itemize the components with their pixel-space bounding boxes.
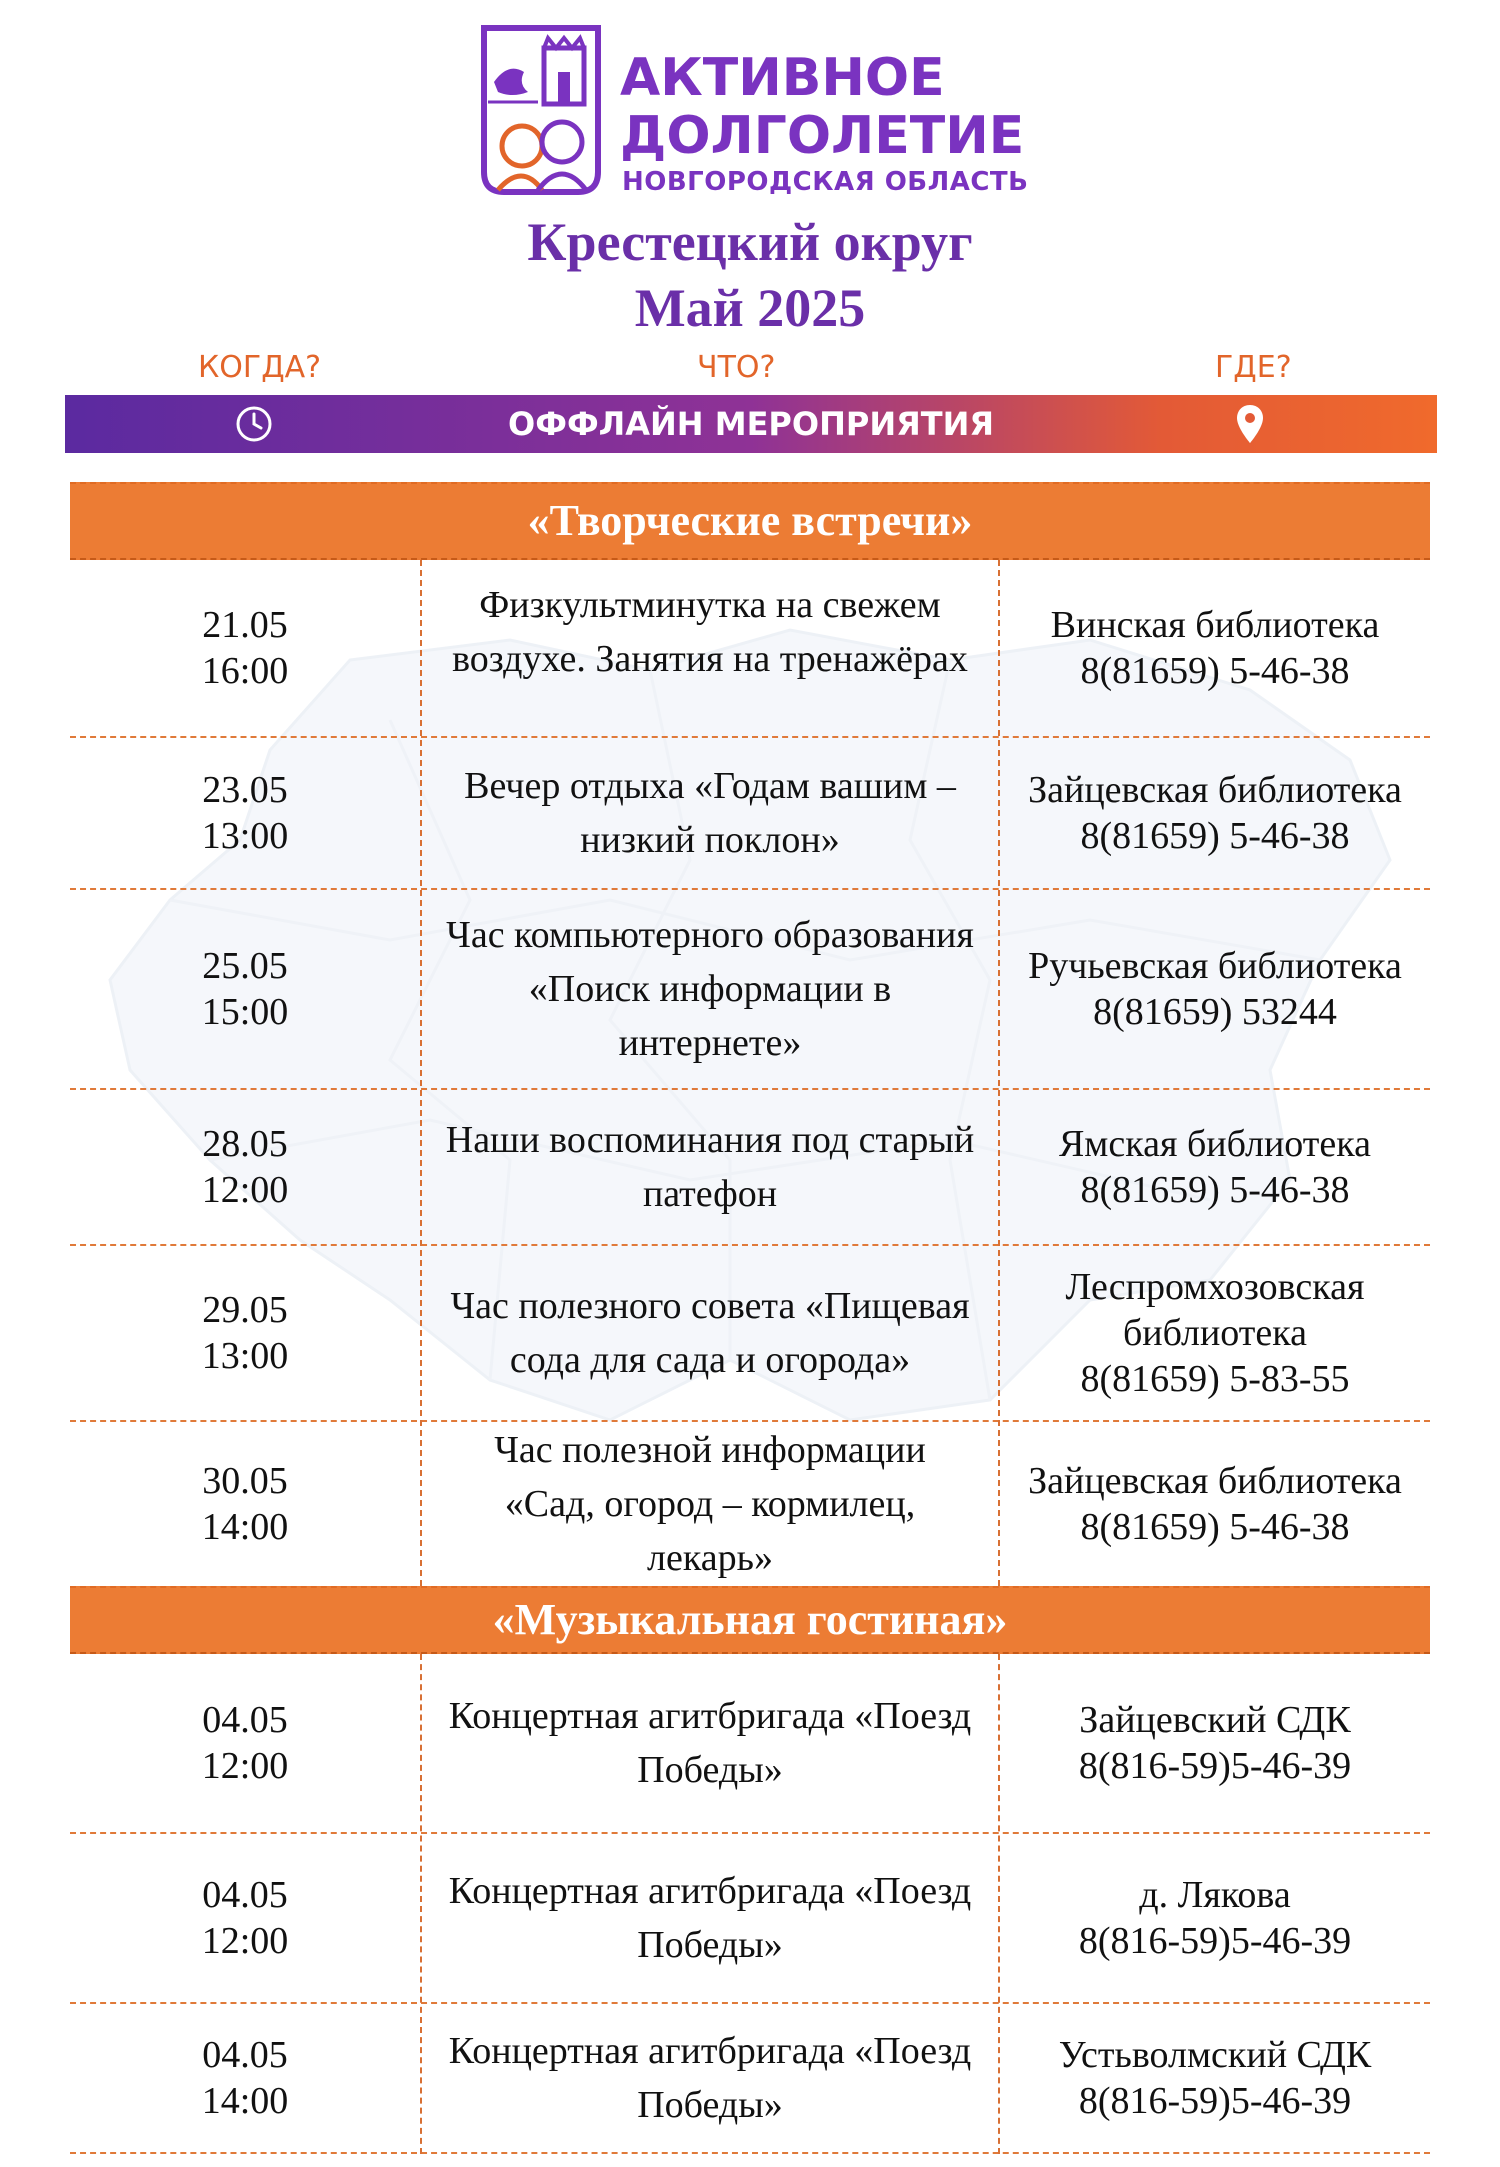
event-date: 04.05: [202, 1699, 288, 1741]
event-time: 12:00: [201, 1169, 289, 1211]
event-phone: 8(81659) 5-83-55: [1080, 1358, 1350, 1400]
event-place: Зайцевская библиотека: [1028, 769, 1402, 811]
event-title: воздухе. Занятия на тренажёрах: [452, 638, 968, 680]
event-title: «Поиск информации в: [528, 968, 892, 1010]
event-title: Концертная агитбригада «Поезд: [448, 1870, 972, 1912]
event-date: 28.05: [202, 1123, 288, 1165]
table-row: [70, 2004, 1430, 2154]
column-divider: [998, 1654, 1000, 2154]
event-place: Ямская библиотека: [1058, 1123, 1372, 1165]
event-date: 30.05: [202, 1460, 288, 1502]
event-title: Час полезной информации: [494, 1429, 926, 1471]
event-title: Концертная агитбригада «Поезд: [448, 2030, 972, 2072]
district-title: Крестецкий округ: [527, 212, 973, 272]
header-what: ЧТО?: [697, 350, 776, 385]
table-row: [70, 560, 1430, 738]
logo: [478, 22, 1038, 197]
table-row: [70, 1090, 1430, 1246]
logo-line-1: АКТИВНОЕ: [620, 48, 945, 108]
event-place: библиотека: [1122, 1312, 1308, 1354]
logo-line-3: НОВГОРОДСКАЯ ОБЛАСТЬ: [622, 167, 1029, 197]
event-time: 12:00: [201, 1745, 289, 1787]
event-title: Час компьютерного образования: [446, 914, 974, 956]
event-date: 04.05: [202, 2034, 288, 2076]
event-place: д. Лякова: [1139, 1874, 1291, 1916]
table-row: [70, 890, 1430, 1090]
event-title: Физкультминутка на свежем: [479, 584, 941, 626]
event-time: 13:00: [201, 1335, 289, 1377]
event-place: Винская библиотека: [1050, 604, 1380, 646]
event-title: Победы»: [637, 2084, 783, 2126]
event-time: 16:00: [201, 650, 289, 692]
event-phone: 8(81659) 5-46-38: [1080, 815, 1350, 857]
banner-title: ОФФЛАЙН МЕРОПРИЯТИЯ: [508, 405, 994, 443]
table-row: [70, 1246, 1430, 1422]
event-title: лекарь»: [647, 1537, 773, 1579]
event-title: «Сад, огород – кормилец,: [504, 1483, 916, 1525]
event-date: 23.05: [202, 769, 288, 811]
logo-line-2: ДОЛГОЛЕТИЕ: [620, 106, 1025, 166]
event-title: патефон: [642, 1173, 778, 1215]
event-place: Ручьевская библиотека: [1028, 945, 1402, 987]
event-time: 12:00: [201, 1920, 289, 1962]
event-date: 21.05: [202, 604, 288, 646]
header-where: ГДЕ?: [1215, 350, 1292, 385]
event-place: Зайцевская библиотека: [1028, 1460, 1402, 1502]
event-title: Час полезного совета «Пищевая: [450, 1285, 970, 1327]
event-phone: 8(81659) 5-46-38: [1080, 1169, 1350, 1211]
table-row: [70, 1654, 1430, 1834]
logo-emblem-icon: [478, 22, 604, 197]
event-title: Вечер отдыха «Годам вашим –: [464, 765, 956, 807]
event-place: Леспромхозовская: [1065, 1266, 1365, 1308]
event-date: 25.05: [202, 945, 288, 987]
section-header: «Музыкальная гостиная»: [70, 1586, 1430, 1654]
column-divider: [420, 560, 422, 1586]
event-title: низкий поклон»: [580, 819, 840, 861]
table-row: [70, 1834, 1430, 2004]
section-header: «Творческие встречи»: [70, 482, 1430, 560]
table-row: [70, 738, 1430, 890]
event-time: 13:00: [201, 815, 289, 857]
event-phone: 8(81659) 5-46-38: [1080, 650, 1350, 692]
event-title: Концертная агитбригада «Поезд: [448, 1695, 972, 1737]
location-pin-icon: [1235, 403, 1265, 445]
column-divider: [420, 1654, 422, 2154]
month-title: Май 2025: [634, 278, 866, 338]
event-title: Победы»: [637, 1924, 783, 1966]
event-phone: 8(816-59)5-46-39: [1078, 1920, 1352, 1962]
event-phone: 8(816-59)5-46-39: [1078, 1745, 1352, 1787]
offline-events-banner: [65, 395, 1437, 453]
event-time: 14:00: [201, 1506, 289, 1548]
event-date: 04.05: [202, 1874, 288, 1916]
event-phone: 8(81659) 53244: [1093, 991, 1337, 1033]
event-place: Зайцевский СДК: [1079, 1699, 1351, 1741]
column-divider: [998, 560, 1000, 1586]
event-phone: 8(816-59)5-46-39: [1078, 2080, 1352, 2122]
event-time: 15:00: [201, 991, 289, 1033]
event-title: сода для сада и огорода»: [509, 1339, 911, 1381]
event-title: Наши воспоминания под старый: [445, 1119, 975, 1161]
event-phone: 8(81659) 5-46-38: [1080, 1506, 1350, 1548]
header-when: КОГДА?: [198, 350, 322, 385]
event-time: 14:00: [201, 2080, 289, 2122]
table-row: [70, 1422, 1430, 1586]
event-title: Победы»: [637, 1749, 783, 1791]
event-date: 29.05: [202, 1289, 288, 1331]
event-place: Устьволмский СДК: [1058, 2034, 1372, 2076]
event-title: интернете»: [618, 1022, 802, 1064]
